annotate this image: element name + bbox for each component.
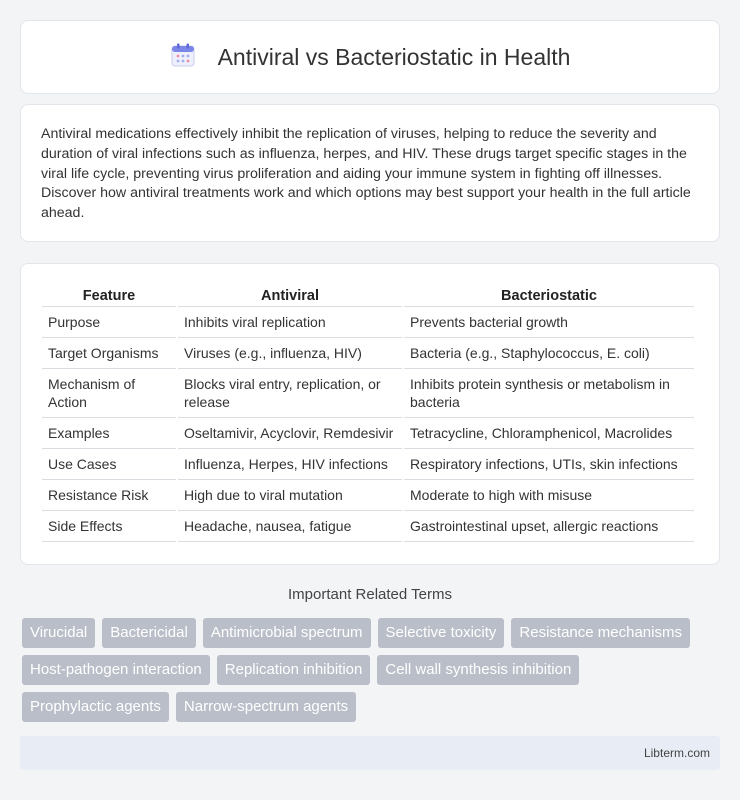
table-row (42, 511, 694, 542)
table-cell: Oseltamivir, Acyclovir, Remdesivir (178, 418, 402, 449)
term-tag[interactable]: Replication inhibition (217, 655, 371, 685)
term-tag[interactable]: Bactericidal (102, 618, 196, 648)
table-cell: Target Organisms (42, 338, 176, 369)
related-terms-list (22, 618, 722, 722)
table-cell: Use Cases (42, 449, 176, 480)
column-header-feature: Feature (42, 284, 176, 307)
table-cell: Headache, nausea, fatigue (178, 511, 402, 542)
table-cell: Influenza, Herpes, HIV infections (178, 449, 402, 480)
table-cell: Viruses (e.g., influenza, HIV) (178, 338, 402, 369)
page-title: Antiviral vs Bacteriostatic in Health (217, 43, 571, 70)
table-cell: Blocks viral entry, replication, or release (178, 369, 402, 418)
term-tag[interactable]: Selective toxicity (378, 618, 505, 648)
column-header-bacteriostatic: Bacteriostatic (404, 284, 694, 307)
table-row (42, 480, 694, 511)
calendar-icon (170, 42, 196, 73)
table-cell: Purpose (42, 307, 176, 338)
table-cell: High due to viral mutation (178, 480, 402, 511)
table-cell: Moderate to high with misuse (404, 480, 694, 511)
column-header-antiviral: Antiviral (178, 284, 402, 307)
table-row (42, 369, 694, 418)
term-tag[interactable]: Prophylactic agents (22, 692, 169, 722)
table-row (42, 338, 694, 369)
term-tag[interactable]: Cell wall synthesis inhibition (377, 655, 579, 685)
table-cell: Tetracycline, Chloramphenicol, Macrolides (404, 418, 694, 449)
table-cell: Examples (42, 418, 176, 449)
table-cell: Respiratory infections, UTIs, skin infections (404, 449, 694, 480)
table-cell: Gastrointestinal upset, allergic reactions (404, 511, 694, 542)
footer (20, 736, 720, 770)
table-row (42, 449, 694, 480)
header-card (20, 20, 720, 94)
table-row (42, 418, 694, 449)
term-tag[interactable]: Antimicrobial spectrum (203, 618, 371, 648)
table-cell: Mechanism of Action (42, 369, 176, 418)
table-cell: Bacteria (e.g., Staphylococcus, E. coli) (404, 338, 694, 369)
intro-paragraph: Antiviral medications effectively inhibit the replication of viruses, helping to reduce the severity and duration of viral infections such as influenza, herpes, and HIV. These drugs target specific stages in the viral life cycle, preventing virus proliferation and aiding your immune system in fighting off illnesses. Discover how antiviral treatments work and which options may best support your health in the full article ahead. (41, 126, 691, 222)
comparison-table-card (20, 263, 720, 565)
intro-card (20, 104, 720, 242)
table-cell: Resistance Risk (42, 480, 176, 511)
footer-site-link[interactable]: Libterm.com (643, 746, 710, 760)
term-tag[interactable]: Host-pathogen interaction (22, 655, 210, 685)
comparison-table (40, 284, 696, 542)
table-cell: Inhibits protein synthesis or metabolism in bacteria (404, 369, 694, 418)
table-row (42, 307, 694, 338)
table-cell: Side Effects (42, 511, 176, 542)
term-tag[interactable]: Narrow-spectrum agents (176, 692, 356, 722)
term-tag[interactable]: Resistance mechanisms (511, 618, 690, 648)
table-cell: Inhibits viral replication (178, 307, 402, 338)
table-cell: Prevents bacterial growth (404, 307, 694, 338)
table-header-row (42, 284, 694, 307)
term-tag[interactable]: Virucidal (22, 618, 95, 648)
related-terms-title: Important Related Terms (288, 586, 452, 603)
